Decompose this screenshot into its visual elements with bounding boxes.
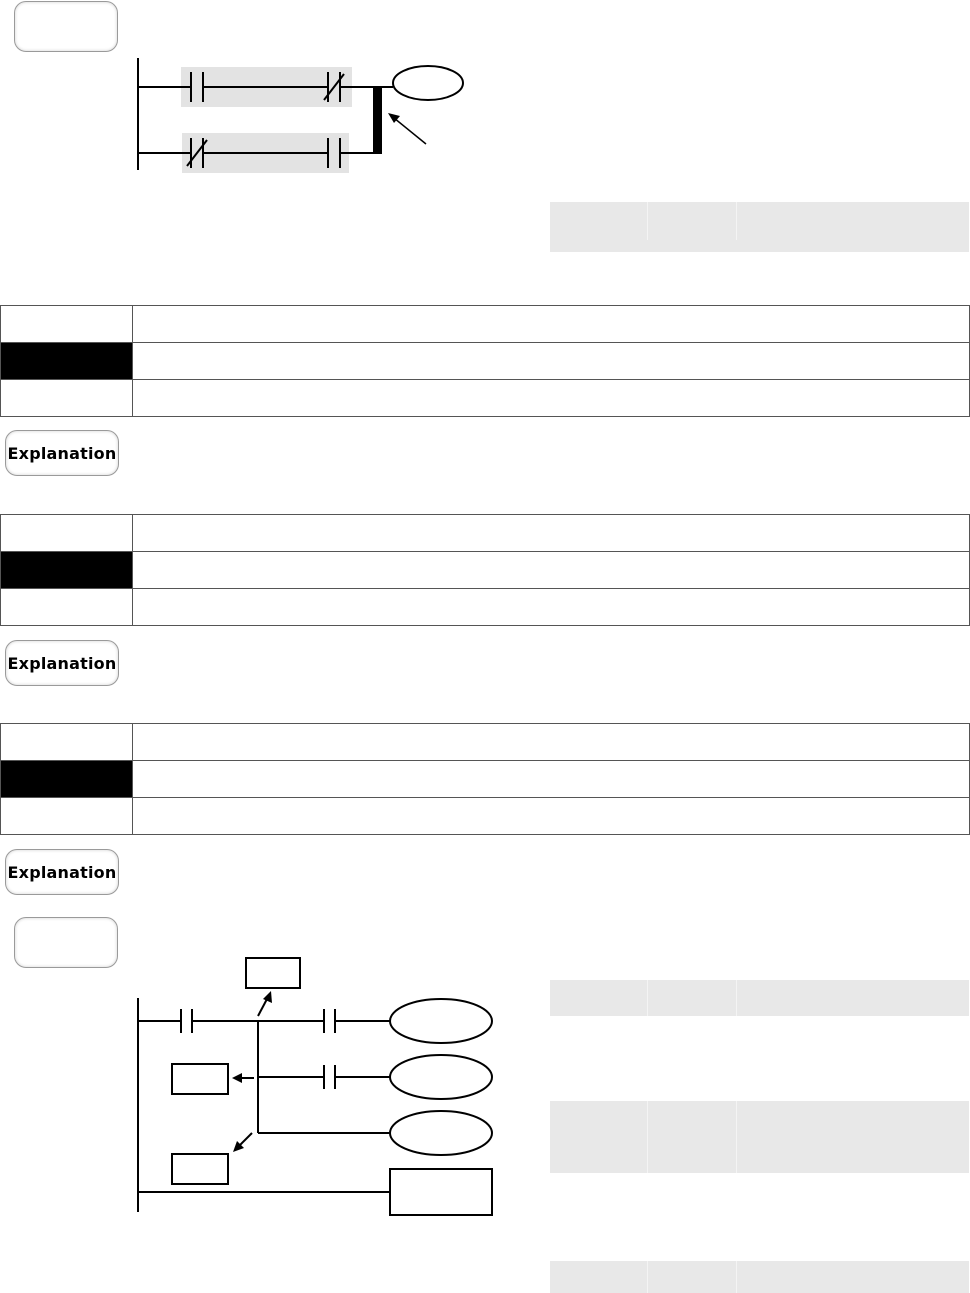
label-box-middle <box>172 1064 228 1094</box>
parallel-join-bar <box>373 86 382 154</box>
explanation-badge <box>5 640 119 686</box>
output-instruction-box <box>390 1169 492 1215</box>
explanation-badge <box>5 430 119 476</box>
explanation-label: Explanation <box>7 653 117 673</box>
spec-table-2 <box>0 514 970 626</box>
spec-table-3 <box>0 723 970 835</box>
spec-value <box>133 724 970 761</box>
ladder-diagram-top <box>0 0 970 200</box>
spec-key <box>1 798 133 835</box>
instruction-block-3 <box>550 1101 969 1173</box>
spec-value <box>133 380 970 417</box>
spec-key <box>1 306 133 343</box>
explanation-label: Explanation <box>7 443 117 463</box>
spec-value <box>133 552 970 589</box>
label-box-top <box>246 958 300 988</box>
output-coil-3 <box>390 1111 492 1155</box>
output-coil <box>393 66 463 100</box>
spec-key <box>1 724 133 761</box>
arrow-to-bottom-box <box>239 1133 252 1146</box>
spec-key <box>1 343 133 380</box>
pointer-arrow <box>394 118 426 144</box>
output-coil-1 <box>390 999 492 1043</box>
spec-key <box>1 589 133 626</box>
spec-key <box>1 552 133 589</box>
spec-key <box>1 515 133 552</box>
spec-value <box>133 515 970 552</box>
arrow-to-top-box <box>258 999 267 1016</box>
explanation-label: Explanation <box>7 862 117 882</box>
instruction-block-1 <box>550 202 969 252</box>
spec-key <box>1 380 133 417</box>
output-coil-2 <box>390 1055 492 1099</box>
spec-value <box>133 761 970 798</box>
explanation-badge <box>5 849 119 895</box>
instruction-block-4 <box>550 1261 969 1293</box>
spec-value <box>133 798 970 835</box>
label-box-bottom <box>172 1154 228 1184</box>
spec-value <box>133 589 970 626</box>
spec-value <box>133 306 970 343</box>
spec-key <box>1 761 133 798</box>
spec-table-1 <box>0 305 970 417</box>
spec-value <box>133 343 970 380</box>
instruction-block-2 <box>550 980 969 1016</box>
